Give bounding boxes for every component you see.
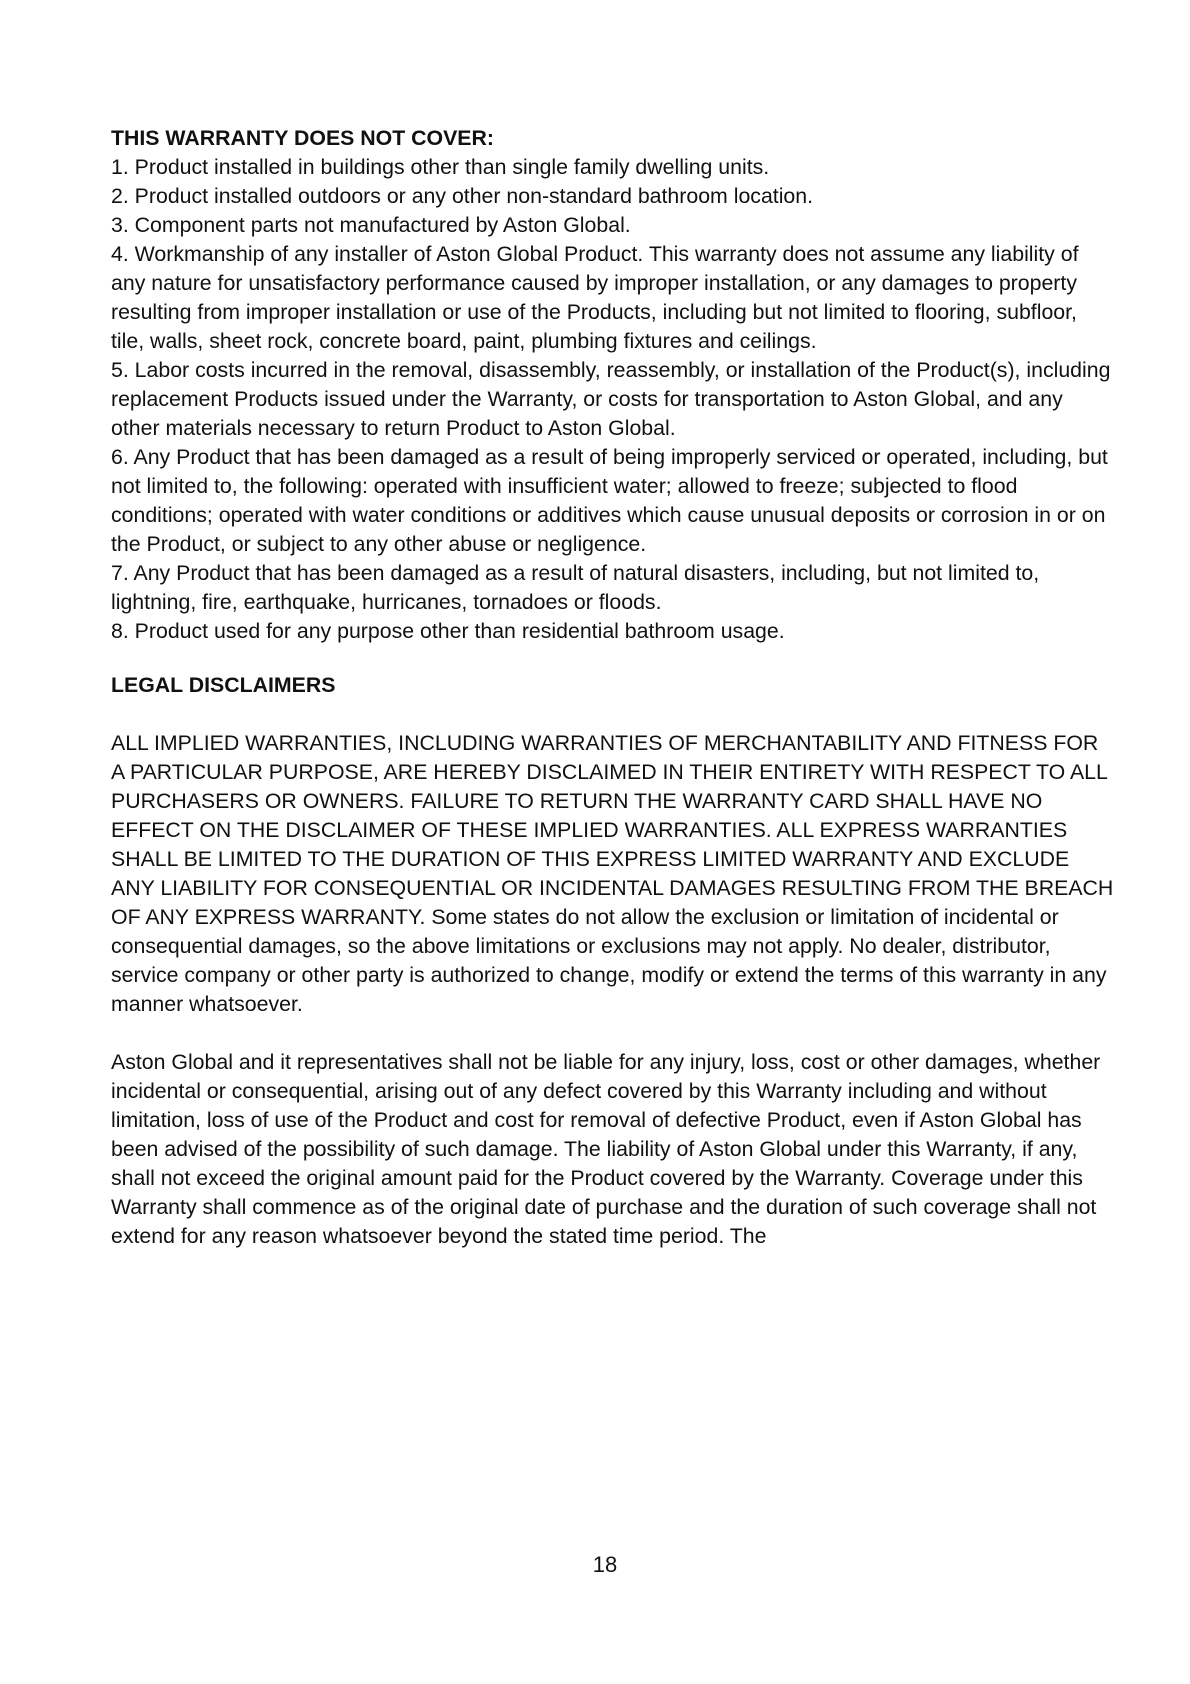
section-heading-legal-disclaimers: LEGAL DISCLAIMERS xyxy=(111,673,336,697)
section-heading-warranty-exclusions: THIS WARRANTY DOES NOT COVER: xyxy=(111,126,494,150)
exclusion-item: 4. Workmanship of any installer of Aston Global Product. This warranty does not assume any liability of any nature for unsatisfactory performance caused by improper installation, or any damages to property resulting from improper installation or use of the Products, including but not limited to flooring, subfloor, tile, walls, sheet rock, concrete board, paint, plumbing fixtures and ceilings. xyxy=(111,242,1079,353)
page-number: 18 xyxy=(592,1552,618,1577)
document-page xyxy=(111,124,1115,1251)
exclusion-item: 1. Product installed in buildings other than single family dwelling units. xyxy=(111,155,770,179)
exclusion-item: 3. Component parts not manufactured by Aston Global. xyxy=(111,213,631,237)
exclusion-item: 6. Any Product that has been damaged as a result of being improperly serviced or operated, including, but not limited to, the following: operated with insufficient water; allowed to freeze; subjected to flood conditions; operated with water conditions or additives which cause unusual deposits or corrosion in or on the Product, or subject to any other abuse or negligence. xyxy=(111,445,1108,556)
exclusion-item: 2. Product installed outdoors or any other non-standard bathroom location. xyxy=(111,184,814,208)
exclusion-item: 5. Labor costs incurred in the removal, disassembly, reassembly, or installation of the Product(s), including replacement Products issued under the Warranty, or costs for transportation to Aston Global, and any other materials necessary to return Product to Aston Global. xyxy=(111,358,1111,440)
exclusion-item: 7. Any Product that has been damaged as a result of natural disasters, including, but not limited to, lightning, fire, earthquake, hurricanes, tornadoes or floods. xyxy=(111,561,1040,614)
exclusion-item: 8. Product used for any purpose other than residential bathroom usage. xyxy=(111,619,785,643)
paragraph-spacer xyxy=(111,1019,1115,1048)
section-spacer xyxy=(111,646,1115,671)
exclusions-list xyxy=(111,153,1115,646)
paragraph-spacer xyxy=(111,700,1115,729)
disclaimer-paragraph: ALL IMPLIED WARRANTIES, INCLUDING WARRANTIES OF MERCHANTABILITY AND FITNESS FOR A PARTICULAR PURPOSE, ARE HEREBY DISCLAIMED IN THEIR ENTIRETY WITH RESPECT TO ALL PURCHASERS OR OWNERS. FAILURE TO RETURN THE WARRANTY CARD SHALL HAVE NO EFFECT ON THE DISCLAIMER OF THESE IMPLIED WARRANTIES. ALL EXPRESS WARRANTIES SHALL BE LIMITED TO THE DURATION OF THIS EXPRESS LIMITED WARRANTY AND EXCLUDE ANY LIABILITY FOR CONSEQUENTIAL OR INCIDENTAL DAMAGES RESULTING FROM THE BREACH OF ANY EXPRESS WARRANTY. Some states do not allow the exclusion or limitation of incidental or consequential damages, so the above limitations or exclusions may not apply. No dealer, distributor, service company or other party is authorized to change, modify or extend the terms of this warranty in any manner whatsoever. xyxy=(111,731,1114,1016)
liability-paragraph: Aston Global and it representatives shall not be liable for any injury, loss, cost or other damages, whether incidental or consequential, arising out of any defect covered by this Warranty including and without limitation, loss of use of the Product and cost for removal of defective Product, even if Aston Global has been advised of the possibility of such damage. The liability of Aston Global under this Warranty, if any, shall not exceed the original amount paid for the Product covered by the Warranty. Coverage under this Warranty shall commence as of the original date of purchase and the duration of such coverage shall not extend for any reason whatsoever beyond the stated time period. The xyxy=(111,1050,1101,1248)
